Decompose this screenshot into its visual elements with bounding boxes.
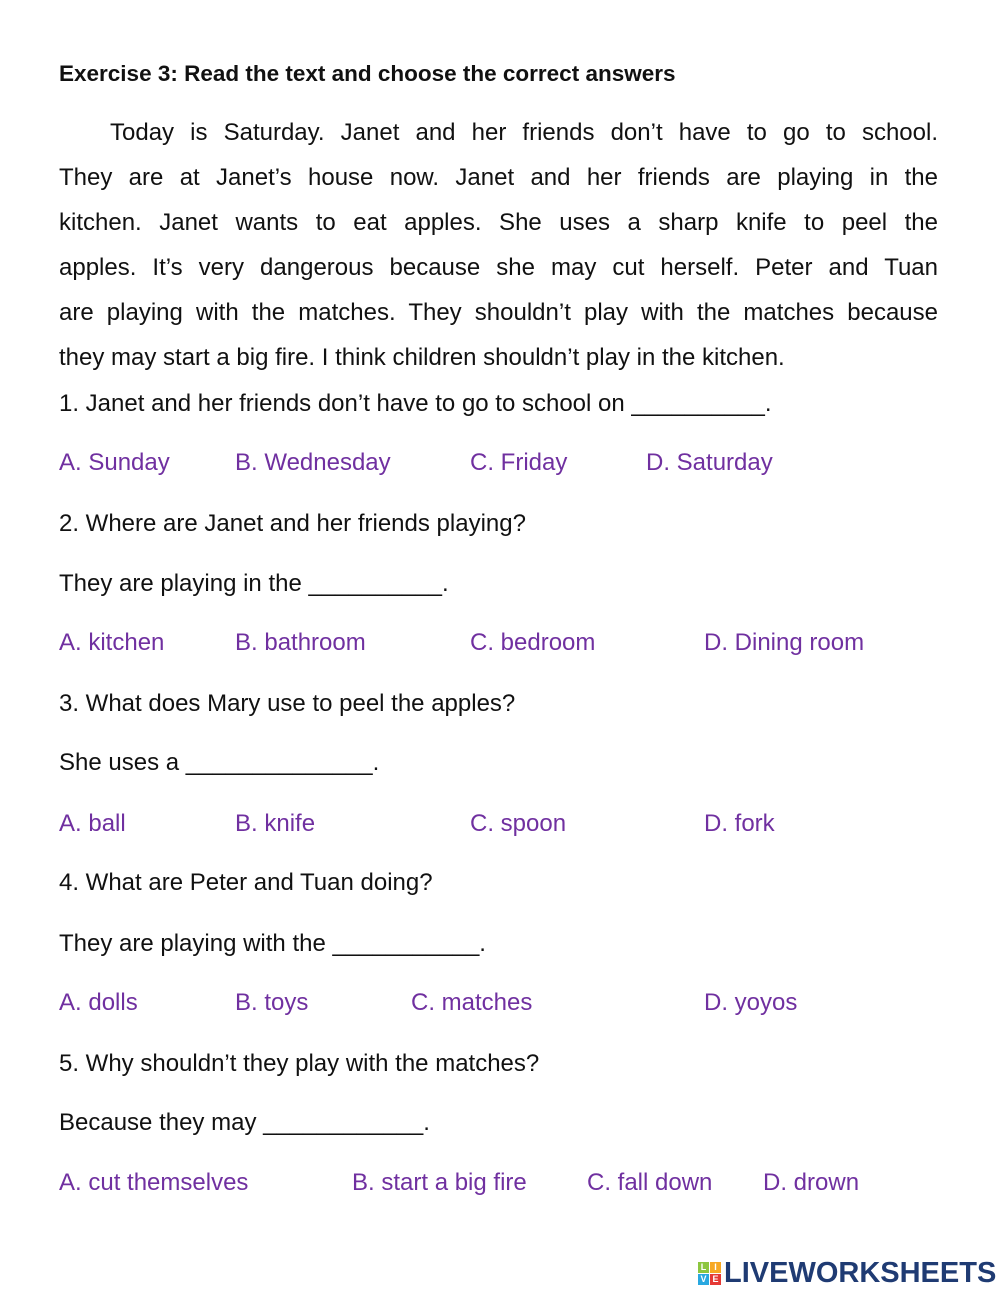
passage-line: Today is Saturday. Janet and her friends don’t have to go to school. [110, 119, 938, 146]
option-3c[interactable]: C. spoon [470, 810, 567, 837]
prompt-5: Because they may ____________. [59, 1109, 430, 1136]
option-3b[interactable]: B. knife [235, 810, 316, 837]
passage-line: they may start a big fire. I think children shouldn’t play in the kitchen. [59, 344, 785, 371]
cube-letter: E [710, 1274, 721, 1285]
option-4a[interactable]: A. dolls [59, 989, 138, 1016]
option-1c[interactable]: C. Friday [470, 449, 568, 476]
option-5d[interactable]: D. drown [763, 1169, 860, 1196]
exercise-title: Exercise 3: Read the text and choose the correct answers [59, 61, 676, 86]
passage-line: apples. It’s very dangerous because she may cut herself. Peter and Tuan [59, 254, 938, 281]
option-5a[interactable]: A. cut themselves [59, 1169, 249, 1196]
option-4c[interactable]: C. matches [411, 989, 533, 1016]
option-2b[interactable]: B. bathroom [235, 629, 366, 656]
option-5b[interactable]: B. start a big fire [352, 1169, 527, 1196]
prompt-3: She uses a ______________. [59, 749, 380, 776]
option-4d[interactable]: D. yoyos [704, 989, 798, 1016]
option-4b[interactable]: B. toys [235, 989, 309, 1016]
option-2c[interactable]: C. bedroom [470, 629, 596, 656]
option-3d[interactable]: D. fork [704, 810, 775, 837]
option-1d[interactable]: D. Saturday [646, 449, 773, 476]
passage-line: are playing with the matches. They shouldn’t play with the matches because [59, 299, 938, 326]
question-4: 4. What are Peter and Tuan doing? [59, 869, 433, 896]
option-2d[interactable]: D. Dining room [704, 629, 865, 656]
cube-letter: L [698, 1262, 709, 1273]
liveworksheets-logo [698, 1257, 996, 1290]
cube-letter: I [710, 1262, 721, 1273]
prompt-4: They are playing with the ___________. [59, 930, 486, 957]
option-5c[interactable]: C. fall down [587, 1169, 713, 1196]
prompt-2: They are playing in the __________. [59, 570, 449, 597]
question-3: 3. What does Mary use to peel the apples? [59, 690, 516, 717]
option-1a[interactable]: A. Sunday [59, 449, 170, 476]
cube-letter: V [698, 1274, 709, 1285]
live-cube-icon [698, 1262, 721, 1285]
question-2: 2. Where are Janet and her friends playing? [59, 510, 526, 537]
option-1b[interactable]: B. Wednesday [235, 449, 391, 476]
passage-line: kitchen. Janet wants to eat apples. She uses a sharp knife to peel the [59, 209, 938, 236]
logo-text: LIVEWORKSHEETS [724, 1257, 997, 1289]
passage-line: They are at Janet’s house now. Janet and her friends are playing in the [59, 164, 938, 191]
option-3a[interactable]: A. ball [59, 810, 126, 837]
question-5: 5. Why shouldn’t they play with the matches? [59, 1050, 540, 1077]
question-1: 1. Janet and her friends don’t have to go to school on __________. [59, 390, 772, 417]
option-2a[interactable]: A. kitchen [59, 629, 165, 656]
